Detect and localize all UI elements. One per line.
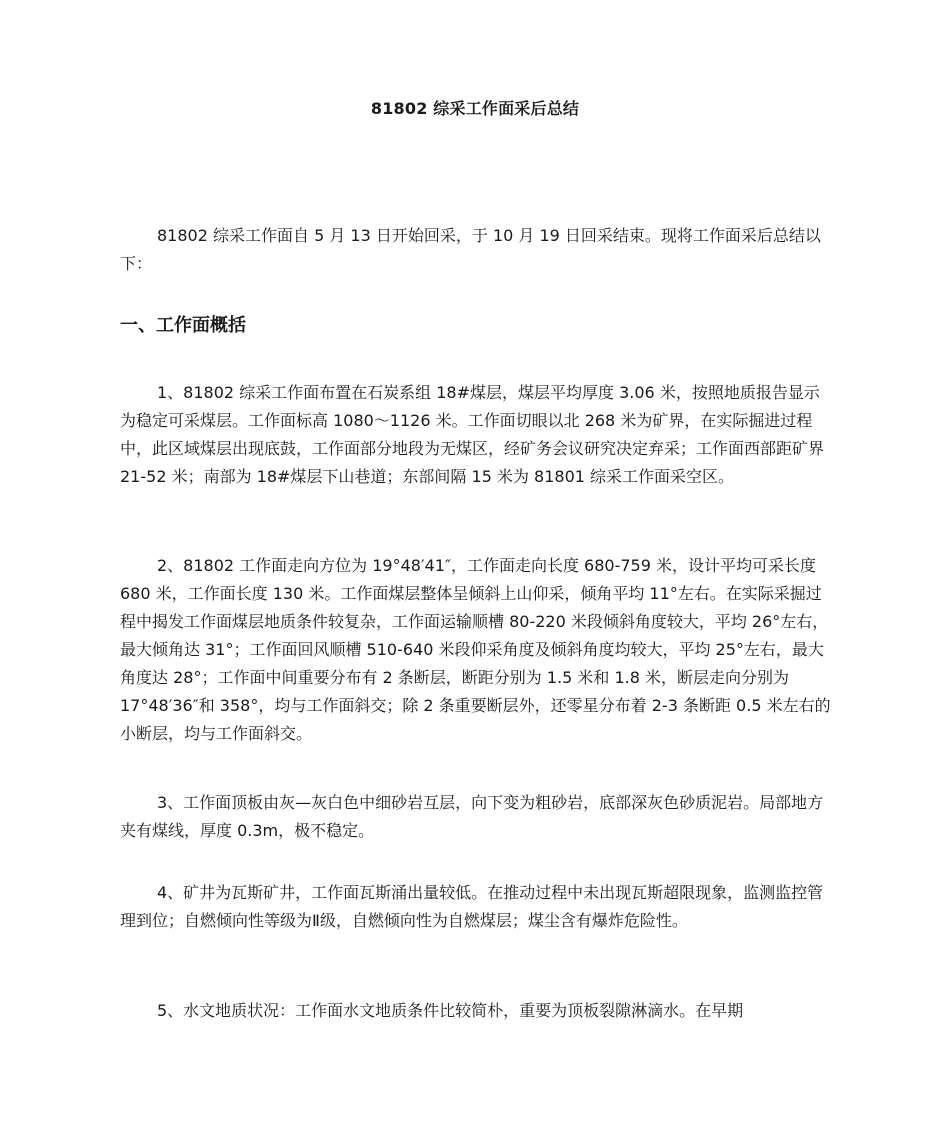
- document-title: 81802 综采工作面采后总结: [370, 99, 580, 118]
- overview-item-3: 3、工作面顶板由灰—灰白色中细砂岩互层，向下变为粗砂岩，底部深灰色砂质泥岩。局部地方夹有煤线，厚度 0.3m，极不稳定。: [120, 793, 824, 840]
- section-heading-overview: 一、工作面概括: [120, 315, 246, 336]
- overview-item-5: 5、水文地质状况：工作面水文地质条件比较简朴，重要为顶板裂隙淋滴水。在早期: [157, 1001, 744, 1020]
- overview-item-4: 4、矿井为瓦斯矿井，工作面瓦斯涌出量较低。在推动过程中未出现瓦斯超限现象，监测监控管理到位；自燃倾向性等级为Ⅱ级，自燃倾向性为自燃煤层；煤尘含有爆炸危险性。: [120, 883, 824, 930]
- intro-paragraph: 81802 综采工作面自 5 月 13 日开始回采，于 10 月 19 日回采结束。现将工作面采后总结以下：: [120, 226, 821, 273]
- overview-item-1: 1、81802 综采工作面布置在石炭系组 18#煤层，煤层平均厚度 3.06 米，按照地质报告显示为稳定可采煤层。工作面标高 1080～1126 米。工作面切眼以北 268 米为矿界，在实际掘进过程中，此区域煤层出现底鼓，工作面部分地段为无煤区，经矿务会议研究决定弃采；工作面西部距矿界 21-52 米；南部为 18#煤层下山巷道；东部间隔 15 米为 81801 综采工作面采空区。: [120, 383, 825, 486]
- overview-item-2: 2、81802 工作面走向方位为 19°48′41″，工作面走向长度 680-759 米，设计平均可采长度 680 米，工作面长度 130 米。工作面煤层整体呈倾斜上山仰采，倾角平均 11°左右。在实际采掘过程中揭发工作面煤层地质条件较复杂，工作面运输顺槽 80-220 米段倾斜角度较大，平均 26°左右，最大倾角达 31°；工作面回风顺槽 510-640 米段仰采角度及倾斜角度均较大，平均 25°左右，最大角度达 28°；工作面中间重要分布有 2 条断层，断距分别为 1.5 米和 1.8 米，断层走向分别为 17°48′36″和 358°，均与工作面斜交；除 2 条重要断层外，还零星分布着 2-3 条断距 0.5 米左右的小断层，均与工作面斜交。: [120, 556, 831, 743]
